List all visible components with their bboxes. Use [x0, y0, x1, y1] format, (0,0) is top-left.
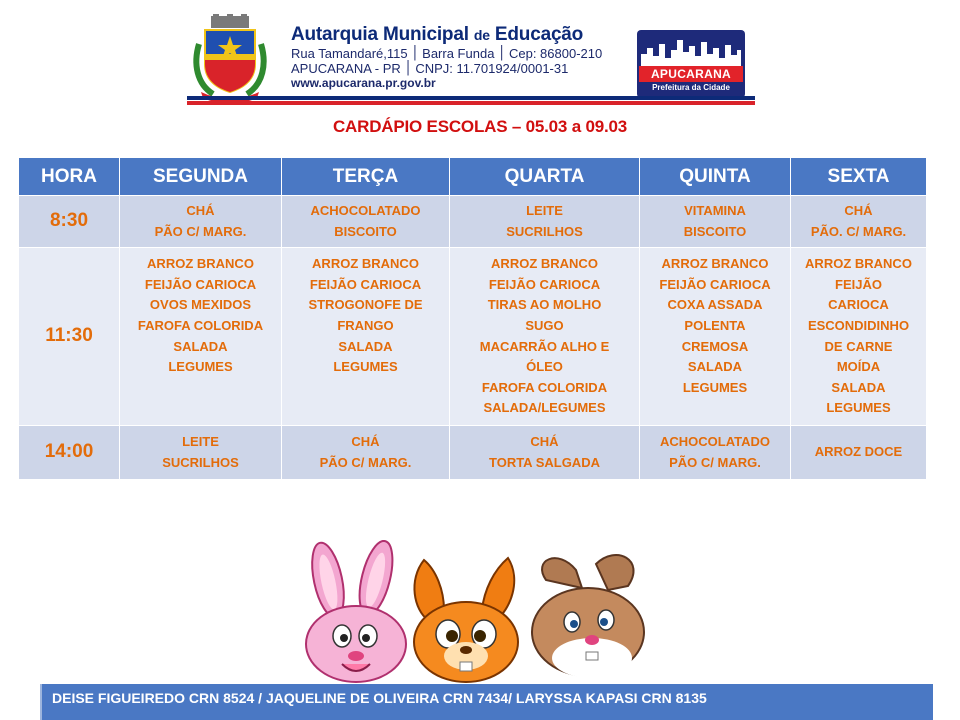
hour-cell: 11:30	[19, 248, 120, 426]
menu-cell: ARROZ BRANCO FEIJÃO CARIOCA ESCONDIDINHO DE CARNE MOÍDA SALADA LEGUMES	[791, 248, 927, 426]
menu-cell: LEITE SUCRILHOS	[120, 426, 282, 480]
orange-bunny-icon	[414, 558, 518, 682]
table-row	[19, 426, 927, 480]
brand-subtitle: Prefeitura da Cidade	[652, 83, 730, 92]
header-terca: TERÇA	[282, 158, 450, 196]
prefeitura-logo	[637, 30, 745, 98]
brown-bunny-icon	[532, 555, 644, 678]
banner-stripe-red	[187, 101, 755, 105]
menu-cell: ACHOCOLATADO PÃO C/ MARG.	[640, 426, 791, 480]
menu-cell: LEITE SUCRILHOS	[450, 196, 640, 248]
menu-cell: ARROZ BRANCO FEIJÃO CARIOCA TIRAS AO MOLHO SUGO MACARRÃO ALHO E ÓLEO FAROFA COLORIDA SALADA/LEGUMES	[450, 248, 640, 426]
menu-cell: CHÁ PÃO C/ MARG.	[282, 426, 450, 480]
banner-stripe-blue	[187, 96, 755, 100]
address-line: Rua Tamandaré,115 ׀ Barra Funda ׀ Cep: 86800-210	[291, 46, 603, 61]
menu-cell: CHÁ TORTA SALGADA	[450, 426, 640, 480]
menu-table	[18, 157, 927, 480]
table-header-row	[19, 158, 927, 196]
menu-cell: ACHOCOLATADO BISCOITO	[282, 196, 450, 248]
nutritionists-footer: DEISE FIGUEIREDO CRN 8524 / JAQUELINE DE OLIVEIRA CRN 7434/ LARYSSA KAPASI CRN 8135	[40, 684, 933, 720]
menu-cell: ARROZ BRANCO FEIJÃO CARIOCA OVOS MEXIDOS FAROFA COLORIDA SALADA LEGUMES	[120, 248, 282, 426]
menu-cell: ARROZ BRANCO FEIJÃO CARIOCA COXA ASSADA POLENTA CREMOSA SALADA LEGUMES	[640, 248, 791, 426]
hour-cell: 8:30	[19, 196, 120, 248]
header-quinta: QUINTA	[640, 158, 791, 196]
brand-name: APUCARANA	[639, 66, 743, 82]
website-link[interactable]: www.apucarana.pr.gov.br	[291, 76, 436, 90]
menu-cell: ARROZ BRANCO FEIJÃO CARIOCA STROGONOFE DE FRANGO SALADA LEGUMES	[282, 248, 450, 426]
city-skyline-icon	[637, 36, 745, 68]
header-hora: HORA	[19, 158, 120, 196]
header-quarta: QUARTA	[450, 158, 640, 196]
header-sexta: SEXTA	[791, 158, 927, 196]
menu-cell: ARROZ DOCE	[791, 426, 927, 480]
hour-cell: 14:00	[19, 426, 120, 480]
menu-cell: CHÁ PÃO C/ MARG.	[120, 196, 282, 248]
city-coat-of-arms-icon	[191, 14, 269, 102]
pink-bunny-icon	[306, 540, 406, 682]
menu-title: CARDÁPIO ESCOLAS – 05.03 a 09.03	[332, 117, 628, 136]
header-segunda: SEGUNDA	[120, 158, 282, 196]
menu-cell: VITAMINA BISCOITO	[640, 196, 791, 248]
bunnies-illustration	[296, 540, 656, 685]
table-row	[19, 196, 927, 248]
organization-title: Autarquia Municipal de Educação	[291, 24, 584, 45]
city-cnpj-line: APUCARANA - PR ׀ CNPJ: 11.701924/0001-31	[291, 61, 569, 76]
table-row	[19, 248, 927, 426]
header-banner	[187, 10, 755, 105]
menu-cell: CHÁ PÃO. C/ MARG.	[791, 196, 927, 248]
